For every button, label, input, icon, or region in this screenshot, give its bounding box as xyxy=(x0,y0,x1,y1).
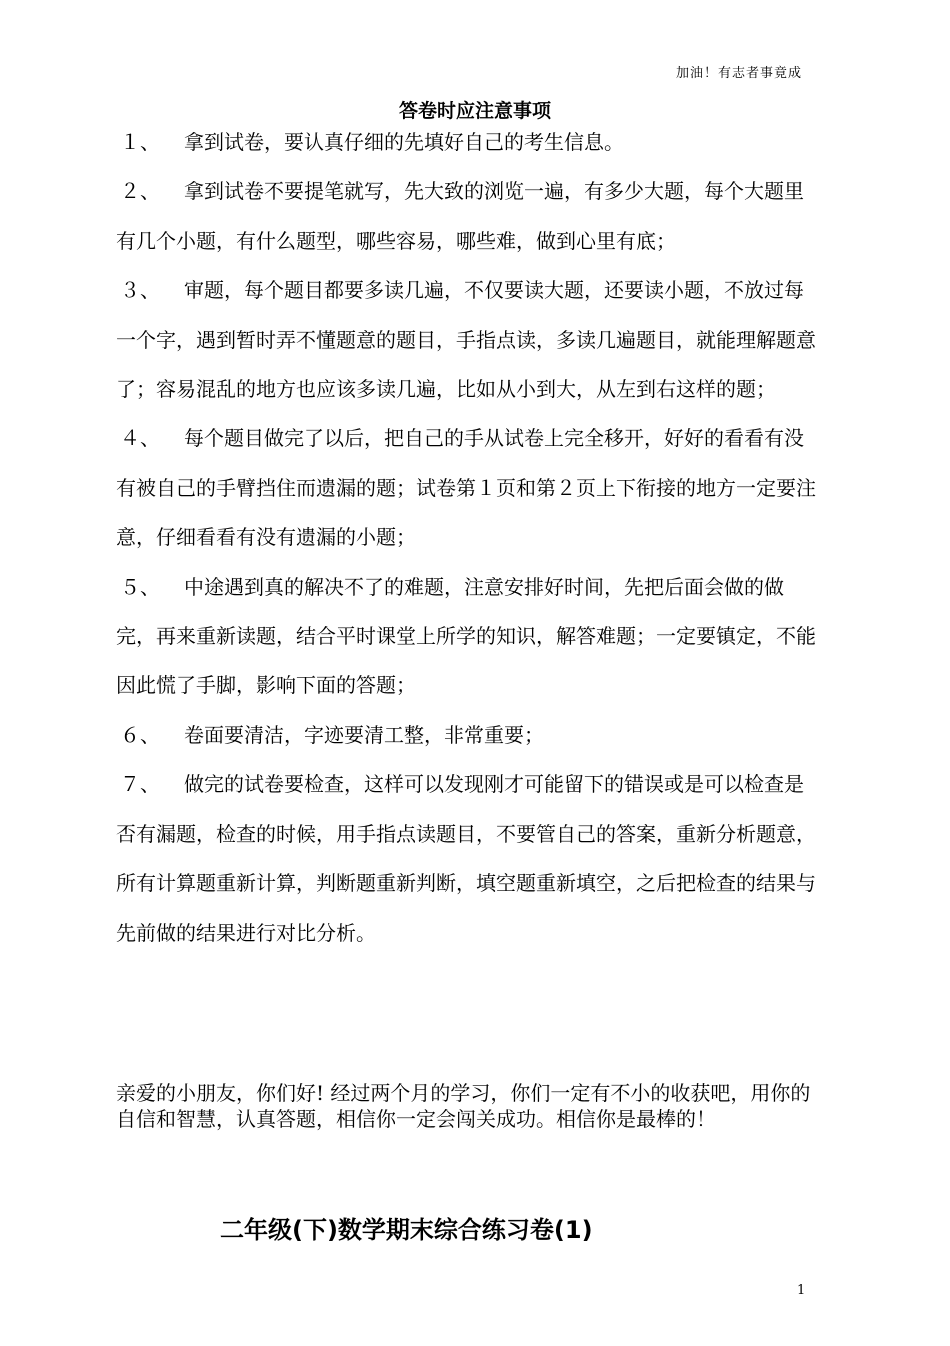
note-item xyxy=(116,711,816,760)
header-motto: 加油！有志者事竟成 xyxy=(676,66,803,81)
note-text: 卷面要清洁，字迹要清工整，非常重要； xyxy=(184,722,544,747)
page-number: 1 xyxy=(797,1283,806,1298)
notes-list xyxy=(116,118,816,958)
note-text: 中途遇到真的解决不了的难题，注意安排好时间，先把后面会做的做完，再来重新读题，结合平时课堂上所学的知识，解答难题；一定要镇定，不能因此慌了手脚，影响下面的答题； xyxy=(116,574,816,698)
note-text: 拿到试卷不要提笔就写，先大致的浏览一遍，有多少大题，每个大题里有几个小题，有什么题型，哪些容易，哪些难，做到心里有底； xyxy=(116,179,804,253)
note-number: ６、 xyxy=(120,722,160,747)
note-number: ５、 xyxy=(120,574,160,599)
note-text: 做完的试卷要检查，这样可以发现刚才可能留下的错误或是可以检查是否有漏题，检查的时候，用手指点读题目，不要管自己的答案，重新分析题意，所有计算题重新计算，判断题重新判断，填空题重新填空，之后把检查的结果与先前做的结果进行对比分析。 xyxy=(116,772,816,945)
note-item xyxy=(116,760,816,958)
note-item xyxy=(116,167,816,266)
note-item xyxy=(116,118,816,167)
note-number: ３、 xyxy=(120,278,160,303)
note-item xyxy=(116,266,816,414)
note-text: 审题，每个题目都要多读几遍，不仅要读大题，还要读小题，不放过每一个字，遇到暂时弄不懂题意的题目，手指点读，多读几遍题目，就能理解题意了；容易混乱的地方也应该多读几遍，比如从小到大，从左到右这样的题； xyxy=(116,278,816,402)
exam-title: 二年级(下)数学期末综合练习卷(1) xyxy=(220,1216,593,1244)
note-number: ２、 xyxy=(120,179,160,204)
note-item xyxy=(116,563,816,711)
note-text: 拿到试卷，要认真仔细的先填好自己的考生信息。 xyxy=(184,130,624,154)
note-number: １、 xyxy=(120,130,160,154)
note-number: ４、 xyxy=(120,426,160,451)
note-item xyxy=(116,414,816,562)
page-title: 答卷时应注意事项 xyxy=(398,100,551,122)
greeting-paragraph: 亲爱的小朋友，你们好! 经过两个月的学习，你们一定有不小的收获吧，用你的自信和智慧，认真答题，相信你一定会闯关成功。相信你是最棒的！ xyxy=(116,1081,811,1131)
note-number: ７、 xyxy=(120,772,160,797)
note-text: 每个题目做完了以后，把自己的手从试卷上完全移开，好好的看看有没有被自己的手臂挡住而遗漏的题；试卷第１页和第２页上下衔接的地方一定要注意，仔细看看有没有遗漏的小题； xyxy=(116,426,816,550)
